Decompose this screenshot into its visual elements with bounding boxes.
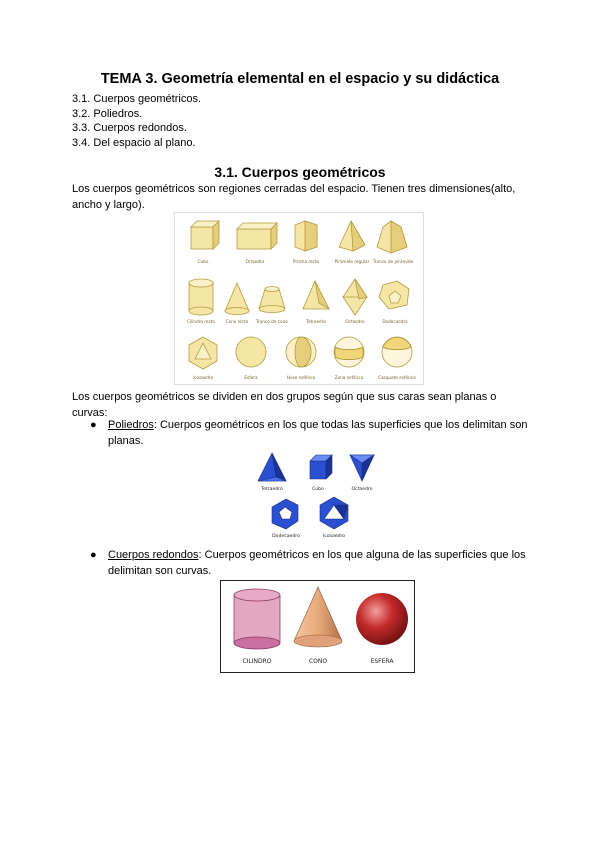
figure-label: Prisma recto xyxy=(292,259,320,264)
round-bodies-drawing xyxy=(221,581,414,672)
section-heading: 3.1. Cuerpos geométricos xyxy=(214,164,386,180)
figure-label: Octaedro xyxy=(351,487,373,492)
spherical-cap-shape xyxy=(382,337,412,367)
figure-label: Ortoedro xyxy=(245,259,265,264)
figure-label: CILINDRO xyxy=(242,658,272,665)
bullet-text: : Cuerpos geométricos en los que todas las superficies que los delimitan son planas. xyxy=(108,419,528,447)
dodecahedron-shape xyxy=(272,499,298,529)
figure-label: Casquete esférico xyxy=(378,375,416,380)
figure-label: Huso esférico xyxy=(286,375,316,380)
prism-shape xyxy=(295,221,317,251)
frustum-pyramid-shape xyxy=(377,221,407,253)
figure-label: Esfera xyxy=(244,375,258,380)
intro-paragraph: Los cuerpos geométricos son regiones cerradas del espacio. Tienen tres dimensiones(alto, ancho y largo). xyxy=(72,183,516,211)
figure-label: Cubo xyxy=(312,487,324,492)
figure-label: Tetraedro xyxy=(261,487,283,492)
table-of-contents xyxy=(72,92,201,150)
toc-item: 3.3. Cuerpos redondos. xyxy=(72,122,187,134)
cuboid-shape xyxy=(237,223,277,249)
spherical-wedge-shape xyxy=(286,337,316,367)
cone-shape xyxy=(225,283,249,315)
cone-shape xyxy=(294,587,342,647)
geometric-bodies-drawing xyxy=(175,213,425,386)
figure-label: Zona esférica xyxy=(334,375,364,380)
cylinder-shape xyxy=(189,279,213,315)
toc-item: 3.4. Del espacio al plano. xyxy=(72,136,196,149)
figure-label: Tetraedro xyxy=(306,319,326,324)
geometric-bodies-figure xyxy=(174,212,424,385)
round-bodies-figure xyxy=(220,580,415,673)
icosahedron-shape xyxy=(320,497,348,529)
figure-label: Dodecaedro xyxy=(382,319,408,324)
octahedron-shape xyxy=(343,279,367,315)
figure-label: Cono recto xyxy=(225,319,249,324)
bullet-dot: ● xyxy=(90,419,97,431)
figure-label: ESFERA xyxy=(370,658,394,665)
document-title: TEMA 3. Geometría elemental en el espacio y su didáctica xyxy=(100,71,500,87)
figure-label: Pirámide regular xyxy=(334,259,370,264)
figure-label: Icosaedro xyxy=(192,375,214,380)
groups-paragraph: Los cuerpos geométricos se dividen en dos grupos según que sus caras sean planas o curvas: xyxy=(72,391,497,419)
spherical-zone-shape xyxy=(334,337,364,367)
figure-label: Icosaedro xyxy=(322,534,346,539)
toc-item: 3.2. Poliedros. xyxy=(72,107,143,120)
figure-label: Tronco de pirámide xyxy=(372,259,414,264)
icosahedron-shape xyxy=(189,337,217,369)
toc-item: 3.1. Cuerpos geométricos. xyxy=(72,93,202,105)
bullet-dot: ● xyxy=(90,549,97,561)
figure-label: Dodecaedro xyxy=(272,534,300,539)
figure-label: CONO xyxy=(308,658,328,665)
polyhedra-drawing xyxy=(250,449,380,541)
figure-label: Tronco de cono xyxy=(256,319,288,324)
polyhedra-figure xyxy=(250,449,380,541)
frustum-cone-shape xyxy=(259,287,285,313)
bullet-text: : Cuerpos geométricos en los que alguna de las superficies que los delimitan son curvas. xyxy=(108,549,526,577)
tetrahedron-shape xyxy=(258,453,286,481)
pyramid-shape xyxy=(339,221,365,251)
tetrahedron-shape xyxy=(303,281,329,309)
figure-label: Octaedro xyxy=(345,319,365,324)
sphere-shape xyxy=(236,337,266,367)
figure-label: Cubo xyxy=(197,259,209,264)
octahedron-shape xyxy=(350,455,374,481)
dodecahedron-shape xyxy=(379,281,409,309)
term-cuerpos-redondos: Cuerpos redondos xyxy=(108,549,199,561)
sphere-shape xyxy=(356,593,408,645)
cube-shape xyxy=(310,455,332,479)
cylinder-shape xyxy=(234,589,280,649)
cube-shape xyxy=(191,221,219,249)
figure-label: Cilindro recto xyxy=(187,319,215,324)
term-poliedros: Poliedros xyxy=(108,419,154,431)
